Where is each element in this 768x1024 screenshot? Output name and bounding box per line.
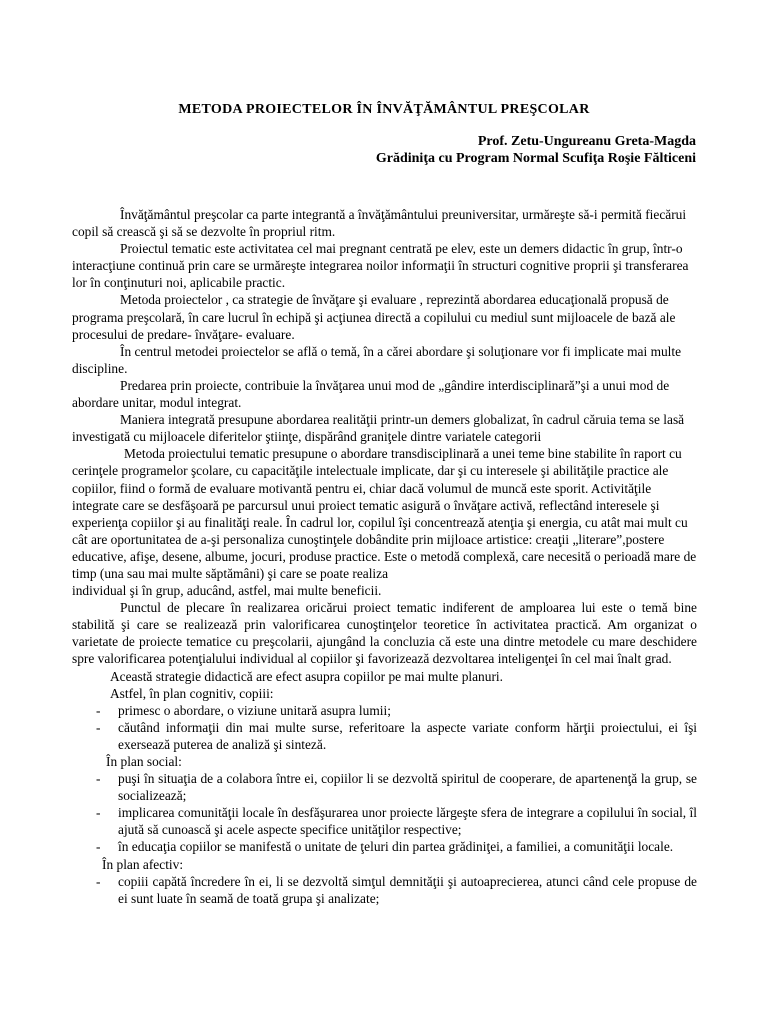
list-item-text: puşi în situaţia de a colabora între ei, copiilor li se dezvoltă spiritul de cooperare, de apartenenţă la grup, se socializează; (118, 771, 697, 804)
document-title: METODA PROIECTELOR ÎN ÎNVĂŢĂMÂNTUL PREŞCOLAR (178, 102, 590, 117)
list-item (72, 770, 697, 804)
list-item-text: implicarea comunităţii locale în desfăşurarea unor proiecte lărgeşte sfera de integrare a copilului în social, îl ajută să cunoască şi acele aspecte specifice unităţilor respective; (118, 805, 697, 838)
list-item-text: în educaţia copiilor se manifestă o unitate de ţeluri din partea grădiniţei, a familiei, a comunităţii locale. (118, 839, 674, 855)
list-item-text: copiii capătă încredere în ei, li se dezvoltă simţul demnităţii şi autoaprecierea, atunci când cele propuse de ei sunt luate în seamă de toată grupa şi analizate; (118, 873, 697, 906)
document-body (72, 206, 697, 907)
list-item (72, 804, 697, 838)
dash-marker: - (96, 719, 101, 735)
list-affective (72, 873, 697, 907)
paragraph: Metoda proiectelor , ca strategie de învăţare şi evaluare , reprezintă abordarea educaţională propusă de programa preşcolară, în care lucrul în echipă şi acţiunea directă a copilului cu mediul sunt mijloacele de bază ale procesului de predare- învăţare- evaluare. (72, 292, 676, 342)
list-social (72, 770, 697, 855)
section-heading-social: În plan social: (106, 754, 182, 769)
paragraph: Proiectul tematic este activitatea cel mai pregnant centrată pe elev, este un demers didactic în grup, într-o interacţiune continuă prin care se urmăreşte integrarea noilor informaţii în structuri cognitive proprii şi transferarea lor în conţinuturi noi, aplicabile practic. (72, 241, 689, 291)
paragraph: Maniera integrată presupune abordarea realităţii printr-un demers globalizat, în cadrul căruia tema se lasă investigată cu mijloacele diferitelor ştiinţe, dispărând graniţele dintre variatele categorii (72, 412, 685, 445)
list-cognitive (72, 702, 697, 753)
section-heading-affective: În plan afectiv: (102, 856, 184, 872)
list-item-text: primesc o abordare, o viziune unitară asupra lumii; (118, 702, 391, 718)
list-item (72, 838, 697, 855)
paragraph: Această strategie didactică are efect asupra copiilor pe mai multe planuri. (110, 668, 503, 684)
dash-marker: - (96, 873, 101, 889)
paragraph: Învăţământul preşcolar ca parte integrantă a învăţământului preuniversitar, urmăreşte să-i permită fiecărui copil să crească şi să se dezvolte în propriul ritm. (72, 207, 687, 240)
paragraph: În centrul metodei proiectelor se află o temă, în a cărei abordare şi soluţionare vor fi implicate mai multe discipline. (72, 343, 682, 376)
paragraph: Punctul de plecare în realizarea oricărui proiect tematic indiferent de amploarea lui este o temă bine stabilită şi care se realizează prin valorificarea cunoştinţelor teoretice în activitatea practică. Am organizat o varietate de proiecte tematice cu preşcolarii, ajungând la concluzia că este una dintre metodele cu mare deschidere spre valorificarea potenţialului individual al copiilor şi favorizează dezvoltarea inteligenţei în cel mai înalt grad. (72, 600, 697, 667)
list-item-text: căutând informaţii din mai multe surse, referitoare la aspecte variate conform hărţii proiectului, ei îşi exersează puterea de analiză şi sinteză. (118, 719, 697, 752)
dash-marker: - (96, 839, 101, 855)
dash-marker: - (96, 702, 101, 718)
institution-name: Grădiniţa cu Program Normal Scufiţa Roşie Fălticeni (375, 151, 696, 166)
section-heading-cognitive: Astfel, în plan cognitiv, copiii: (110, 685, 274, 701)
list-item (72, 719, 697, 753)
paragraph: individual şi în grup, aducând, astfel, mai multe beneficii. (72, 583, 382, 599)
list-item (72, 702, 697, 719)
list-item (72, 873, 697, 907)
paragraph: Metoda proiectului tematic presupune o abordare transdisciplinară a unei teme bine stabilite în raport cu cerinţele programelor şcolare, cu capacităţile intelectuale implicate, dar şi cu interesele şi abilităţile practice ale copiilor, fiind o formă de evaluare motivantă pentru ei, chiar dacă volumul de muncă este sporit. Activităţile integrate care se desfăşoară pe parcursul unui proiect tematic asigură o învăţare activă, reflectând interesele şi experienţa copiilor şi au finalităţi reale. În cadrul lor, copilul îşi concentrează atenţia şi energia, cu atât mai mult cu cât are oportunitatea de a-şi personaliza cunoştinţele dobândite prin mijloace artistice: creaţii „literare”,postere educative, afişe, desene, albume, jocuri, produse practice. Este o metodă complexă, care necesită o perioadă mare de timp (una sau mai multe săptămâni) şi care se poate realiza (72, 446, 697, 581)
dash-marker: - (96, 805, 101, 821)
dash-marker: - (96, 771, 101, 787)
paragraph: Predarea prin proiecte, contribuie la învăţarea unui mod de „gândire interdisciplinară”şi a unui mod de abordare unitar, modul integrat. (72, 377, 670, 411)
author-name: Prof. Zetu-Ungureanu Greta-Magda (477, 134, 696, 149)
